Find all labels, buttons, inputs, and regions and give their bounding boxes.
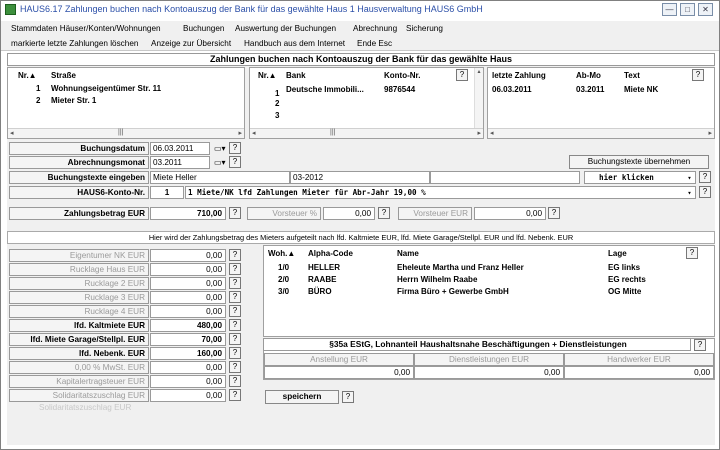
split-help-button[interactable]: ? xyxy=(229,319,241,331)
apartment-help-button[interactable]: ? xyxy=(686,247,698,259)
split-value-field[interactable]: 0,00 xyxy=(150,291,226,304)
handwerker-label: Handwerker EUR xyxy=(564,353,714,366)
buchungstexte-label: Buchungstexte eingeben xyxy=(9,171,149,184)
buchungstext-2-field[interactable]: 03-2012 xyxy=(290,171,430,184)
split-value-field[interactable]: 70,00 xyxy=(150,333,226,346)
minimize-button[interactable]: — xyxy=(662,3,677,16)
scroll-left-icon[interactable]: ◂ xyxy=(252,130,256,137)
lohnanteil-title: §35a EStG, Lohnanteil Haushaltsnahe Beschäftigungen + Dienstleistungen xyxy=(263,338,691,351)
split-value-field[interactable]: 160,00 xyxy=(150,347,226,360)
scroll-right-icon[interactable]: ▸ xyxy=(708,130,712,137)
menu-overview[interactable]: Anzeige zur Übersicht xyxy=(151,39,232,48)
col-lage[interactable]: Lage xyxy=(608,249,627,258)
maximize-button[interactable]: □ xyxy=(680,3,695,16)
menu-bar xyxy=(1,21,719,51)
split-help-button[interactable]: ? xyxy=(229,305,241,317)
last-payment-list[interactable] xyxy=(487,67,715,139)
col-abmo[interactable]: Ab-Mo xyxy=(576,71,601,80)
menu-sicherung[interactable]: Sicherung xyxy=(406,24,443,33)
split-help-button[interactable]: ? xyxy=(229,263,241,275)
split-value-field[interactable]: 480,00 xyxy=(150,319,226,332)
split-value-field[interactable]: 0,00 xyxy=(150,305,226,318)
dropdown-arrow-icon[interactable]: ▾ xyxy=(687,174,692,182)
col-name[interactable]: Name xyxy=(397,249,419,258)
konto-label: HAUS6-Konto-Nr. xyxy=(9,186,149,199)
house-street: Wohnungseigentümer Str. 11 xyxy=(51,84,162,93)
last-text: Miete NK xyxy=(624,85,659,94)
vorsteuer-pct-field[interactable]: 0,00 xyxy=(323,207,375,220)
dropdown-arrow-icon[interactable]: ▾ xyxy=(687,189,692,197)
scroll-right-icon[interactable]: ▸ xyxy=(238,130,242,137)
buchungstexte-uebernehmen-button[interactable]: Buchungstexte übernehmen xyxy=(569,155,709,169)
house-street: Mieter Str. 1 xyxy=(51,96,97,105)
abrechnungsmonat-label: Abrechnungsmonat xyxy=(9,156,149,169)
col-last-date[interactable]: letzte Zahlung xyxy=(492,71,546,80)
bank-list[interactable] xyxy=(249,67,484,139)
save-help-button[interactable]: ? xyxy=(342,391,354,403)
zahlungsbetrag-help-button[interactable]: ? xyxy=(229,207,241,219)
scroll-up-icon[interactable]: ▴ xyxy=(477,69,481,75)
split-help-button[interactable]: ? xyxy=(229,347,241,359)
anstellung-label: Anstellung EUR xyxy=(264,353,414,366)
split-label: Kapitalertragsteuer EUR xyxy=(9,375,149,388)
split-label: Eigentumer NK EUR xyxy=(9,249,149,262)
split-label: Rucklage 4 EUR xyxy=(9,305,149,318)
apt-woh: 2/0 xyxy=(278,275,290,284)
col-house-nr[interactable]: Nr.▲ xyxy=(18,71,37,80)
split-label: Rucklage 3 EUR xyxy=(9,291,149,304)
bank-name: Deutsche Immobili... xyxy=(286,85,364,94)
main-panel xyxy=(7,53,715,445)
info-text: Hier wird der Zahlungsbetrag des Mieters aufgeteilt nach lfd. Kaltmiete EUR, lfd. Miete Garage/Stellpl. EUR und lfd. Nebenk. EUR xyxy=(7,231,715,244)
menu-exit[interactable]: Ende Esc xyxy=(357,39,393,48)
konto-select[interactable] xyxy=(185,186,696,199)
split-label: Solidaritatszuschlag EUR xyxy=(9,389,149,402)
page-header: Zahlungen buchen nach Kontoauszug der Bank für das gewählte Haus xyxy=(7,53,715,66)
bank-nr: 3 xyxy=(275,111,280,120)
split-label: lfd. Nebenk. EUR xyxy=(9,347,149,360)
zahlungsbetrag-field[interactable]: 710,00 xyxy=(150,207,226,220)
apt-lage: EG links xyxy=(608,263,641,272)
abrechnungsmonat-help-button[interactable]: ? xyxy=(229,156,241,168)
bank-nr: 1 xyxy=(275,89,280,98)
zahlungsbetrag-label: Zahlungsbetrag EUR xyxy=(9,207,149,220)
save-button[interactable]: speichern xyxy=(265,390,339,404)
vorsteuer-pct-help-button[interactable]: ? xyxy=(378,207,390,219)
split-value-field[interactable]: 0,00 xyxy=(150,375,226,388)
buchungsdatum-label: Buchungsdatum xyxy=(9,142,149,155)
vorsteuer-eur-help-button[interactable]: ? xyxy=(548,207,560,219)
dienstleistungen-field[interactable]: 0,00 xyxy=(414,366,564,379)
buchungstext-1-field[interactable]: Miete Heller xyxy=(150,171,290,184)
menu-abrechnung[interactable]: Abrechnung xyxy=(353,24,398,33)
lohnanteil-help-button[interactable]: ? xyxy=(694,339,706,351)
apartment-list[interactable] xyxy=(263,245,715,337)
menu-delete-last-payments[interactable]: markierte letzte Zahlungen löschen xyxy=(11,39,139,48)
col-street[interactable]: Straße xyxy=(51,71,76,80)
house-nr: 2 xyxy=(36,96,41,105)
split-label: lfd. Kaltmiete EUR xyxy=(9,319,149,332)
apt-name: Eheleute Martha und Franz Heller xyxy=(397,263,524,272)
house-list-hscrollbar[interactable] xyxy=(8,128,244,138)
scroll-left-icon[interactable]: ◂ xyxy=(490,130,494,137)
split-label: lfd. Miete Garage/Stellpl. EUR xyxy=(9,333,149,346)
apt-woh: 1/0 xyxy=(278,263,290,272)
apt-lage: OG Mitte xyxy=(608,287,642,296)
app-icon xyxy=(5,4,16,15)
split-help-button[interactable]: ? xyxy=(229,361,241,373)
bank-list-hscrollbar[interactable] xyxy=(250,128,483,138)
handwerker-field[interactable]: 0,00 xyxy=(564,366,714,379)
split-value-field[interactable]: 0,00 xyxy=(150,263,226,276)
calendar-icon[interactable]: ▭▾ xyxy=(214,158,226,167)
apt-alpha: HELLER xyxy=(308,263,340,272)
apt-lage: EG rechts xyxy=(608,275,646,284)
scroll-right-icon[interactable]: ▸ xyxy=(477,130,481,137)
menu-stammdaten[interactable]: Stammdaten Häuser/Konten/Wohnungen xyxy=(11,24,161,33)
col-text[interactable]: Text xyxy=(624,71,640,80)
buchungsdatum-field[interactable]: 06.03.2011 xyxy=(150,142,210,155)
split-label: 0,00 % MwSt. EUR xyxy=(9,361,149,374)
split-value-field[interactable]: 0,00 xyxy=(150,277,226,290)
apt-alpha: RAABE xyxy=(308,275,337,284)
window-title: HAUS6.17 Zahlungen buchen nach Kontoauszug der Bank für das gewählte Haus 1 Hausverwaltung HAUS6 GmbH xyxy=(20,4,483,14)
col-woh[interactable]: Woh.▲ xyxy=(268,249,296,258)
menu-auswertung[interactable]: Auswertung der Buchungen xyxy=(235,24,337,33)
apt-name: Firma Büro + Gewerbe GmbH xyxy=(397,287,509,296)
split-help-button[interactable]: ? xyxy=(229,249,241,261)
split-label: Rucklage 2 EUR xyxy=(9,277,149,290)
last-date: 06.03.2011 xyxy=(492,85,532,94)
bank-list-vscrollbar[interactable] xyxy=(474,68,483,128)
house-nr: 1 xyxy=(36,84,41,93)
abrechnungsmonat-field[interactable]: 03.2011 xyxy=(150,156,210,169)
vorsteuer-eur-field[interactable]: 0,00 xyxy=(474,207,546,220)
col-bank[interactable]: Bank xyxy=(286,71,306,80)
split-help-button[interactable]: ? xyxy=(229,291,241,303)
menu-manual[interactable]: Handbuch aus dem Internet xyxy=(244,39,346,48)
buchungstext-help-button[interactable]: ? xyxy=(699,171,711,183)
last-abmo: 03.2011 xyxy=(576,85,605,94)
konto-nr-field[interactable]: 1 xyxy=(150,186,184,199)
dienstleistungen-label: Dienstleistungen EUR xyxy=(414,353,564,366)
vorsteuer-pct-label: Vorsteuer % xyxy=(247,207,321,220)
last-list-hscrollbar[interactable] xyxy=(488,128,714,138)
anstellung-field[interactable]: 0,00 xyxy=(264,366,414,379)
bank-konto: 9876544 xyxy=(384,85,416,94)
buchungstext-3-field[interactable] xyxy=(430,171,580,184)
buchungsdatum-help-button[interactable]: ? xyxy=(229,142,241,154)
bank-nr: 2 xyxy=(275,99,280,108)
calendar-icon[interactable]: ▭▾ xyxy=(214,144,226,153)
split-help-button[interactable]: ? xyxy=(229,277,241,289)
buchungstext-select[interactable] xyxy=(584,171,696,184)
lohnanteil-panel xyxy=(263,338,715,380)
bank-help-button[interactable]: ? xyxy=(456,69,468,81)
faint-note: Solidaritatszuschlag EUR xyxy=(39,403,132,412)
buchungstext-select-value: hier klicken xyxy=(599,173,654,182)
close-button[interactable]: ✕ xyxy=(698,3,713,16)
col-alpha[interactable]: Alpha-Code xyxy=(308,249,353,258)
house-list[interactable] xyxy=(7,67,245,139)
split-help-button[interactable]: ? xyxy=(229,333,241,345)
col-bank-nr[interactable]: Nr.▲ xyxy=(258,71,277,80)
split-value-field[interactable]: 0,00 xyxy=(150,249,226,262)
split-value-field[interactable]: 0,00 xyxy=(150,361,226,374)
split-value-field[interactable]: 0,00 xyxy=(150,389,226,402)
title-bar xyxy=(1,1,719,19)
menu-buchungen[interactable]: Buchungen xyxy=(183,24,225,33)
split-help-button[interactable]: ? xyxy=(229,389,241,401)
konto-help-button[interactable]: ? xyxy=(699,186,711,198)
apt-alpha: BÜRO xyxy=(308,287,332,296)
split-help-button[interactable]: ? xyxy=(229,375,241,387)
split-label: Rucklage Haus EUR xyxy=(9,263,149,276)
last-help-button[interactable]: ? xyxy=(692,69,704,81)
scroll-left-icon[interactable]: ◂ xyxy=(10,130,14,137)
apt-woh: 3/0 xyxy=(278,287,290,296)
col-konto[interactable]: Konto-Nr. xyxy=(384,71,421,80)
scroll-thumb-icon[interactable]: ||| xyxy=(118,129,124,136)
konto-select-value: 1 Miete/NK lfd Zahlungen Mieter für Abr-Jahr 19,00 % xyxy=(188,188,426,197)
scroll-thumb-icon[interactable]: ||| xyxy=(330,129,336,136)
apt-name: Herrn Wilhelm Raabe xyxy=(397,275,478,284)
vorsteuer-eur-label: Vorsteuer EUR xyxy=(398,207,472,220)
